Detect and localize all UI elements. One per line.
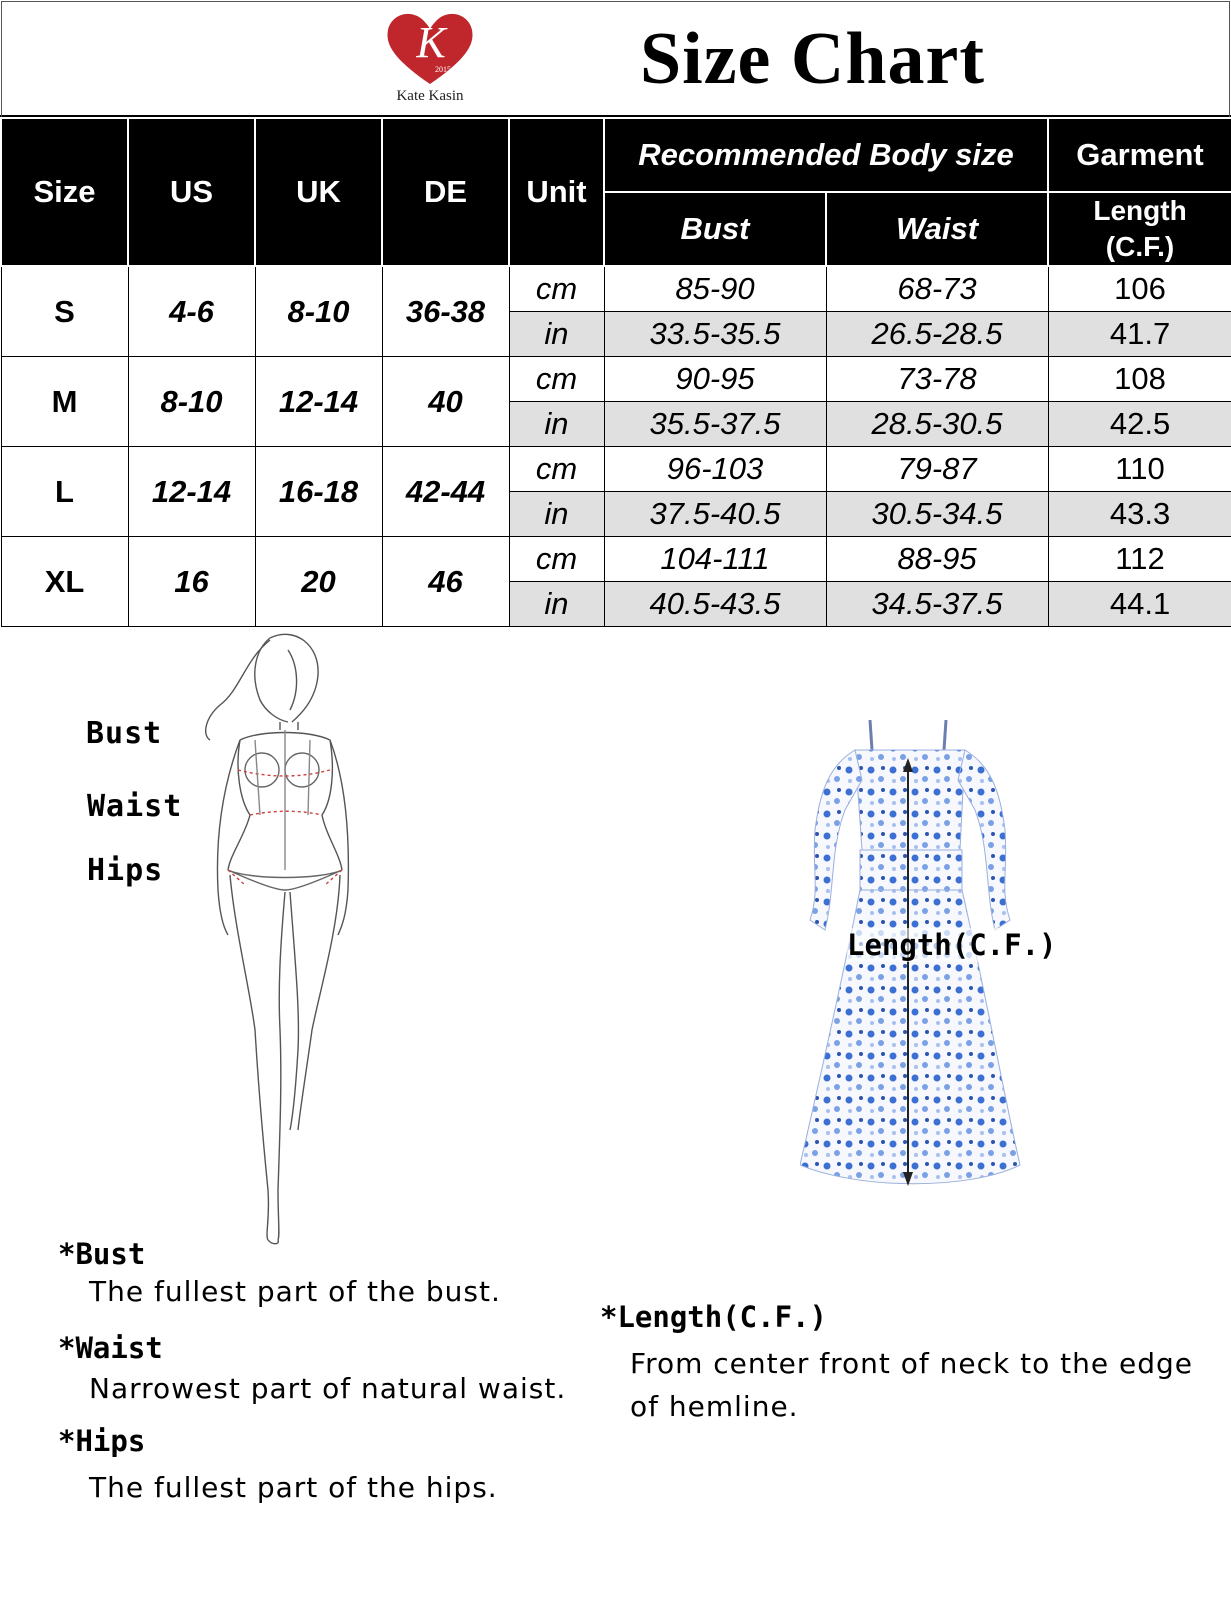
heart-logo-icon — [385, 10, 475, 90]
waist-cell: 34.5-37.5 — [826, 582, 1048, 627]
figure-label-bust: Bust — [86, 716, 163, 751]
bust-cell: 33.5-35.5 — [604, 312, 826, 357]
us-cell: 4-6 — [128, 266, 255, 357]
def-bust-text: The fullest part of the bust. — [89, 1275, 501, 1308]
header-uk: UK — [255, 118, 382, 266]
header-bust: Bust — [604, 192, 826, 266]
logo-year: 2015 — [435, 65, 451, 74]
header — [0, 0, 1231, 117]
unit-cell: in — [509, 312, 604, 357]
unit-cell: in — [509, 402, 604, 447]
table-row — [1, 447, 1231, 492]
def-hips-text: The fullest part of the hips. — [89, 1471, 498, 1504]
figure-label-hips: Hips — [87, 853, 164, 888]
length-cell: 108 — [1048, 357, 1231, 402]
waist-cell: 28.5-30.5 — [826, 402, 1048, 447]
length-cell: 106 — [1048, 266, 1231, 312]
size-cell: L — [1, 447, 128, 537]
length-cell: 42.5 — [1048, 402, 1231, 447]
bust-cell: 85-90 — [604, 266, 826, 312]
table-row — [1, 357, 1231, 402]
page-title: Size Chart — [640, 18, 985, 100]
header-frame — [1, 1, 1230, 117]
size-cell: M — [1, 357, 128, 447]
bust-cell: 90-95 — [604, 357, 826, 402]
def-length-line-1: From center front of neck to the edge — [630, 1347, 1193, 1380]
header-size: Size — [1, 118, 128, 266]
us-cell: 8-10 — [128, 357, 255, 447]
figure-label-waist: Waist — [87, 789, 183, 824]
waist-cell: 73-78 — [826, 357, 1048, 402]
size-table — [0, 117, 1231, 627]
table-row — [1, 537, 1231, 582]
uk-cell: 12-14 — [255, 357, 382, 447]
header-length — [1048, 192, 1231, 266]
unit-cell: cm — [509, 447, 604, 492]
unit-cell: cm — [509, 537, 604, 582]
de-cell: 42-44 — [382, 447, 509, 537]
de-cell: 36-38 — [382, 266, 509, 357]
logo-letter: K — [416, 18, 446, 67]
body-figure-illustration — [200, 630, 360, 1270]
uk-cell: 8-10 — [255, 266, 382, 357]
length-cell: 43.3 — [1048, 492, 1231, 537]
def-length-text — [630, 1342, 1193, 1428]
bust-cell: 35.5-37.5 — [604, 402, 826, 447]
unit-cell: cm — [509, 266, 604, 312]
waist-cell: 88-95 — [826, 537, 1048, 582]
brand-logo — [385, 10, 475, 110]
dress-illustration — [800, 720, 1050, 1220]
de-cell: 46 — [382, 537, 509, 627]
header-length-sub: (C.F.) — [1105, 231, 1175, 262]
header-unit: Unit — [509, 118, 604, 266]
def-hips-head: *Hips — [58, 1424, 146, 1458]
def-length-head: *Length(C.F.) — [600, 1300, 827, 1334]
length-cell: 110 — [1048, 447, 1231, 492]
header-recommended-body-size: Recommended Body size — [604, 118, 1048, 192]
size-cell: S — [1, 266, 128, 357]
waist-cell: 26.5-28.5 — [826, 312, 1048, 357]
unit-cell: in — [509, 492, 604, 537]
def-waist-head: *Waist — [58, 1331, 163, 1365]
waist-cell: 68-73 — [826, 266, 1048, 312]
header-length-label: Length — [1093, 195, 1187, 226]
header-garment: Garment — [1048, 118, 1231, 192]
brand-name: Kate Kasin — [396, 88, 464, 104]
length-cell: 41.7 — [1048, 312, 1231, 357]
uk-cell: 20 — [255, 537, 382, 627]
bust-cell: 40.5-43.5 — [604, 582, 826, 627]
dress-length-label: Length(C.F.) — [847, 928, 1057, 962]
bust-cell: 37.5-40.5 — [604, 492, 826, 537]
waist-cell: 30.5-34.5 — [826, 492, 1048, 537]
bust-cell: 96-103 — [604, 447, 826, 492]
uk-cell: 16-18 — [255, 447, 382, 537]
waist-cell: 79-87 — [826, 447, 1048, 492]
bust-cell: 104-111 — [604, 537, 826, 582]
size-cell: XL — [1, 537, 128, 627]
length-cell: 44.1 — [1048, 582, 1231, 627]
header-de: DE — [382, 118, 509, 266]
us-cell: 12-14 — [128, 447, 255, 537]
def-length-line-2: of hemline. — [630, 1390, 799, 1423]
header-waist: Waist — [826, 192, 1048, 266]
unit-cell: cm — [509, 357, 604, 402]
unit-cell: in — [509, 582, 604, 627]
header-us: US — [128, 118, 255, 266]
us-cell: 16 — [128, 537, 255, 627]
def-waist-text: Narrowest part of natural waist. — [89, 1372, 567, 1405]
def-bust-head: *Bust — [58, 1237, 146, 1271]
de-cell: 40 — [382, 357, 509, 447]
table-row — [1, 266, 1231, 312]
length-cell: 112 — [1048, 537, 1231, 582]
